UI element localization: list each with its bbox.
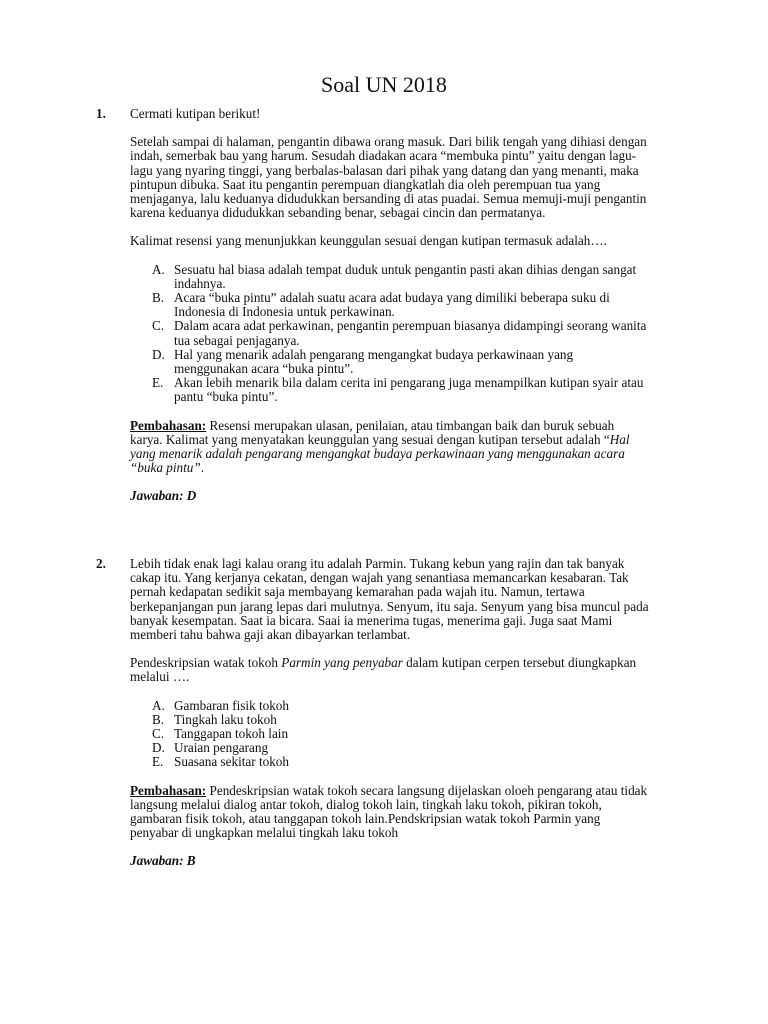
discussion <box>130 784 650 841</box>
question-passage: Setelah sampai di halaman, pengantin dibawa orang masuk. Dari bilik tengah yang dihiasi dengan indah, semerbak bau yang harum. Sesudah diadakan acara “membuka pintu” yaitu dengan lagu-lagu yang nyaring tinggi, yang berbalas-balasan dari pihak yang datang dan yang menanti, maka pintupun dibuka. Saat itu pengantin perempuan diangkatlah dia oleh perempuan tua yang menjaganya, lalu keduanya didudukkan bersanding di atas puadai. Semua memuji-muji pengantin karena keduanya didudukkan sebanding benar, sebagai cincin dan permatanya. <box>130 134 647 221</box>
question-instruction: Cermati kutipan berikut! <box>130 106 261 121</box>
answer-key: Jawaban: D <box>130 488 197 504</box>
option-text: Uraian pengarang <box>174 740 269 756</box>
option-e <box>130 376 650 404</box>
option-a <box>130 699 650 713</box>
option-letter: C. <box>152 318 165 334</box>
discussion-end: . <box>200 460 205 476</box>
option-letter: E. <box>152 375 164 391</box>
question-number: 1. <box>96 106 106 121</box>
option-letter: A. <box>152 261 165 277</box>
option-letter: C. <box>152 726 165 742</box>
option-letter: D. <box>152 346 165 362</box>
question-text-pre: Pendeskripsian watak tokoh <box>130 655 282 671</box>
option-b <box>130 291 650 319</box>
option-c <box>130 727 650 741</box>
option-d <box>130 348 650 376</box>
option-b <box>130 713 650 727</box>
option-d <box>130 741 650 755</box>
answer-key: Jawaban: B <box>130 853 196 869</box>
option-text: Suasana sekitar tokoh <box>174 754 289 770</box>
question-number: 2. <box>96 556 106 571</box>
option-letter: B. <box>152 711 165 727</box>
discussion-text: Resensi merupakan ulasan, penilaian, atau timbangan baik dan buruk sebuah karya. Kalimat yang menyatakan keunggulan yang sesuai dengan kutipan tersebut adalah “ <box>130 417 615 447</box>
option-letter: D. <box>152 740 165 756</box>
options-list <box>130 699 650 770</box>
discussion-label: Pembahasan: <box>130 782 207 798</box>
page-title: Soal UN 2018 <box>321 72 447 97</box>
options-list <box>130 263 650 405</box>
discussion-quote: Hal yang menarik adalah pengarang mengangkat budaya perkawinaan yang menggunakan acara “buka pintu” <box>130 431 630 476</box>
option-letter: B. <box>152 290 165 306</box>
option-text: Gambaran fisik tokoh <box>174 697 289 713</box>
option-a <box>130 263 650 291</box>
question-passage: Lebih tidak enak lagi kalau orang itu adalah Parmin. Tukang kebun yang rajin dan tak banyak cakap itu. Yang kerjanya cekatan, dengan wajah yang senantiasa memancarkan kesabaran. Tak pernah kedapatan sedikit saja membayang kemarahan pada wajah itu. Namun, tertawa berkepanjangan pun jarang lepas dari mulutnya. Senyum, itu saja. Senyum yang bisa muncul pada banyak kesempatan. Saat ia bicara. Saai ia menerima tugas, menerima gaji. Juga saat Mami memberi tahu bahwa gaji akan dibayarkan terlambat. <box>130 556 649 643</box>
discussion-text: Pendeskripsian watak tokoh secara langsung dijelaskan oloeh pengarang atau tidak langsung melalui dialog antar tokoh, dialog tokoh lain, tingkah laku tokoh, pikiran tokoh, gambaran fisik tokoh, atau tanggapan tokoh lain.Pendskripsian watak tokoh Parmin yang penyabar di ungkapkan melalui tingkah laku tokoh <box>130 782 648 841</box>
option-text: Hal yang menarik adalah pengarang mengangkat budaya perkawinaan yang menggunakan acara “buka pintu”. <box>174 346 574 377</box>
question-text-post: dalam kutipan cerpen tersebut diungkapkan melalui …. <box>130 655 637 685</box>
question-body <box>130 107 650 504</box>
option-text: Sesuatu hal biasa adalah tempat duduk untuk pengantin pasti akan dihias dengan sangat indahnya. <box>174 261 637 291</box>
discussion-label: Pembahasan: <box>130 417 207 433</box>
question-body <box>130 557 650 869</box>
option-text: Acara “buka pintu” adalah suatu acara adat budaya yang dimiliki beberapa suku di Indonesia di Indonesia untuk perkawinan. <box>174 290 610 320</box>
option-e <box>130 755 650 769</box>
option-letter: E. <box>152 754 164 770</box>
option-text: Akan lebih menarik bila dalam cerita ini pengarang juga menampilkan kutipan syair atau pantu “buka pintu”. <box>174 375 644 405</box>
question-text-italic: Parmin yang penyabar <box>281 655 403 671</box>
option-text: Tingkah laku tokoh <box>174 711 277 727</box>
question-text <box>130 656 650 684</box>
option-text: Dalam acara adat perkawinan, pengantin perempuan biasanya didampingi seorang wanita tua sebagai penjaganya. <box>174 318 647 348</box>
option-c <box>130 319 650 347</box>
option-text: Tanggapan tokoh lain <box>174 726 289 742</box>
option-letter: A. <box>152 697 165 713</box>
discussion <box>130 419 650 476</box>
question-text: Kalimat resensi yang menunjukkan keunggulan sesuai dengan kutipan termasuk adalah…. <box>130 233 607 249</box>
